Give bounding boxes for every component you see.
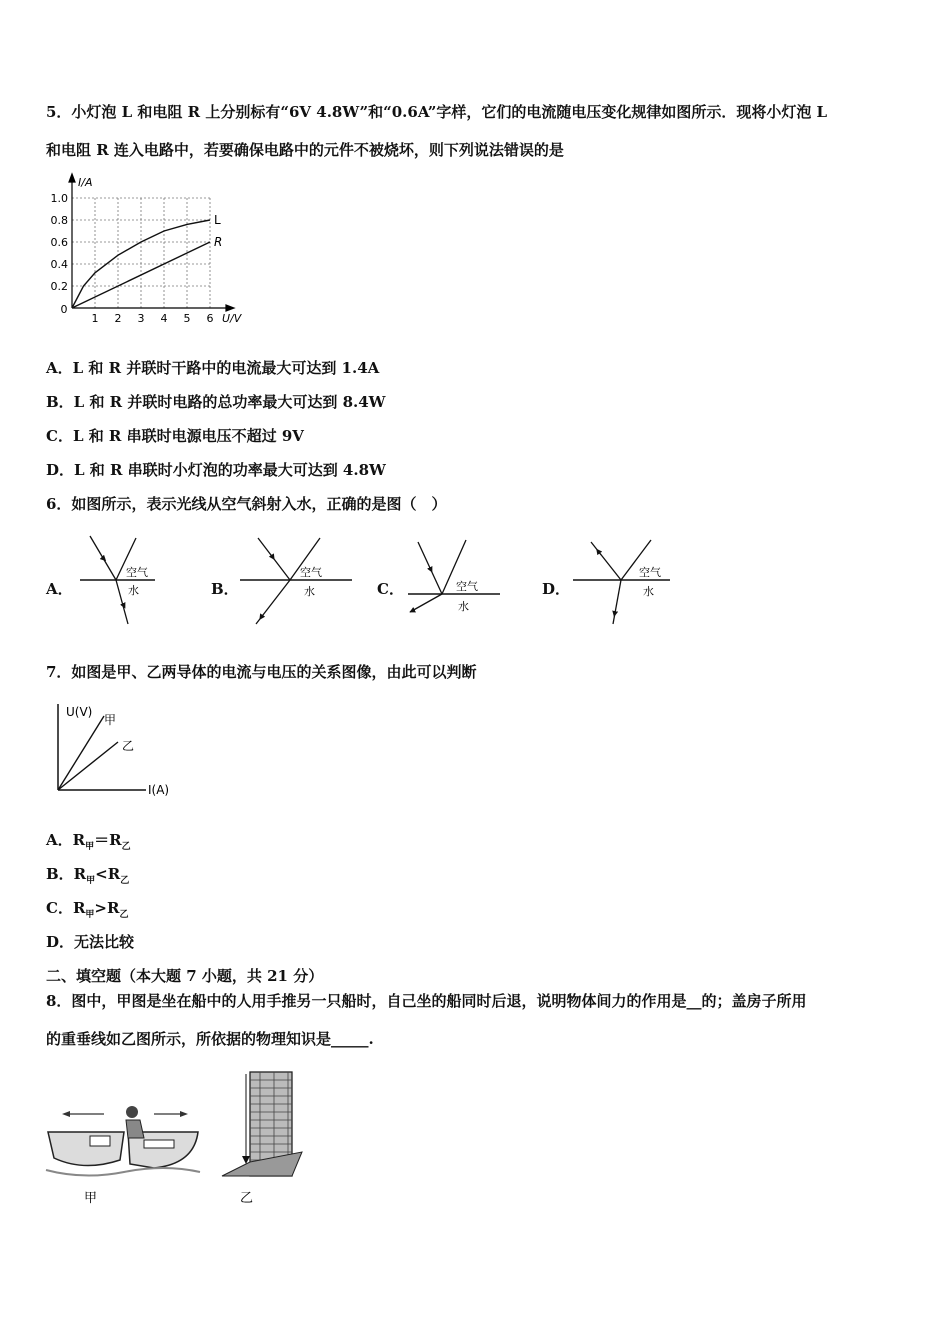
y-axis-label: I/A [78, 176, 93, 189]
series-label-L: L [214, 213, 221, 227]
water-label: 水 [458, 600, 469, 613]
y-tick-label-1.0: 1.0 [50, 192, 68, 205]
x-tick-label-6: 6 [206, 312, 214, 325]
water-label: 水 [128, 584, 139, 597]
water-ripple [46, 1168, 200, 1176]
q6-diagram-b [232, 532, 362, 628]
y-tick-label-0.4: 0.4 [50, 258, 68, 271]
person-head [126, 1106, 138, 1118]
q6-diagram-a [70, 532, 165, 628]
line-yi [58, 742, 118, 790]
reflected-ray-arrow [598, 551, 601, 555]
line-yi-label: 乙 [122, 739, 135, 753]
q6-label-b: B． [211, 580, 239, 598]
y-axis-label: U(V) [66, 705, 93, 719]
q8-stem-line1: 8．图中，甲图是坐在船中的人用手推另一只船时，自己坐的船同时后退，说明物体间力的作用是__的；盖房子所用 [46, 992, 807, 1010]
right-seat [144, 1140, 174, 1148]
y-tick-label-0.2: 0.2 [50, 280, 68, 293]
chart-grid [72, 198, 210, 308]
q7-option-c: C．$R_甲>R_乙$ [46, 899, 129, 920]
q6-diagram-d [565, 532, 680, 628]
line-jia-label: 甲 [104, 713, 117, 727]
line-jia [58, 716, 104, 790]
series-lines [72, 213, 222, 308]
label-jia: 甲 [84, 1191, 98, 1206]
q7-ui-graph [44, 698, 189, 802]
y-tick-label-0.8: 0.8 [50, 214, 68, 227]
air-label: 空气 [639, 566, 661, 579]
q6-label-d: D． [542, 580, 571, 598]
q6-stem: 6．如图所示，表示光线从空气斜射入水，正确的是图（ ） [46, 495, 447, 513]
left-boat [48, 1132, 124, 1166]
q7-option-d: D．无法比较 [46, 933, 135, 951]
q6-label-a: A． [46, 580, 73, 598]
q8-stem-line2: 的重垂线如乙图所示，所依据的物理知识是_____. [46, 1030, 374, 1048]
q6-diagram-c [400, 532, 510, 628]
reflected-ray [591, 542, 621, 580]
q5-stem-line1: 5．小灯泡 L 和电阻 R 上分别标有“6V 4.8W”和“0.6A”字样，它们的电流随电压变化规律如图所示．现将小灯泡 L [46, 103, 828, 121]
air-label: 空气 [126, 566, 148, 579]
water-label: 水 [304, 585, 315, 598]
x-axis-arrow [226, 305, 234, 311]
series-label-R: R [214, 235, 223, 249]
q7-stem: 7．如图是甲、乙两导体的电流与电压的关系图像，由此可以判断 [46, 663, 477, 681]
x-tick-label-3: 3 [137, 312, 145, 325]
incident-ray [258, 538, 290, 580]
incident-ray-arrow [103, 558, 104, 559]
origin-label: 0 [60, 303, 68, 316]
q5-stem-line2: 和电阻 R 连入电路中，若要确保电路中的元件不被烧坏，则下列说法错误的是 [46, 141, 564, 159]
x-tick-label-1: 1 [91, 312, 99, 325]
air-label: 空气 [456, 580, 478, 593]
q5-option-a: A．L 和 R 并联时干路中的电流最大可达到 1.4A [46, 359, 380, 377]
x-axis-label: U/V [222, 312, 242, 325]
air-label: 空气 [300, 566, 322, 579]
refracted-ray [410, 594, 442, 612]
person-body [126, 1120, 144, 1138]
q5-option-d: D．L 和 R 串联时小灯泡的功率最大可达到 4.8W [46, 461, 386, 479]
y-tick-label-0.6: 0.6 [50, 236, 68, 249]
left-seat [90, 1136, 110, 1146]
water-label: 水 [643, 585, 654, 598]
x-axis-label: I(A) [148, 783, 170, 797]
q5-iv-chart [44, 172, 254, 327]
plumb-line-figure [216, 1066, 308, 1211]
q5-option-c: C．L 和 R 串联时电源电压不超过 9V [46, 427, 304, 445]
q5-option-b: B．L 和 R 并联时电路的总功率最大可达到 8.4W [46, 393, 386, 411]
x-tick-label-4: 4 [160, 312, 168, 325]
refracted-ray [116, 580, 128, 624]
boat-figure [44, 1098, 204, 1210]
x-tick-label-5: 5 [183, 312, 191, 325]
q7-option-b: B．$R_甲<R_乙$ [46, 865, 130, 886]
label-yi: 乙 [240, 1191, 254, 1206]
refracted-ray [613, 580, 621, 624]
section-heading: 二、填空题（本大题 7 小题，共 21 分） [46, 967, 324, 985]
y-axis-arrow [69, 174, 75, 182]
q7-option-a: A．$R_甲=R_乙$ [46, 831, 131, 852]
x-tick-label-2: 2 [114, 312, 122, 325]
q6-label-c: C． [377, 580, 404, 598]
tick-labels [51, 192, 214, 325]
